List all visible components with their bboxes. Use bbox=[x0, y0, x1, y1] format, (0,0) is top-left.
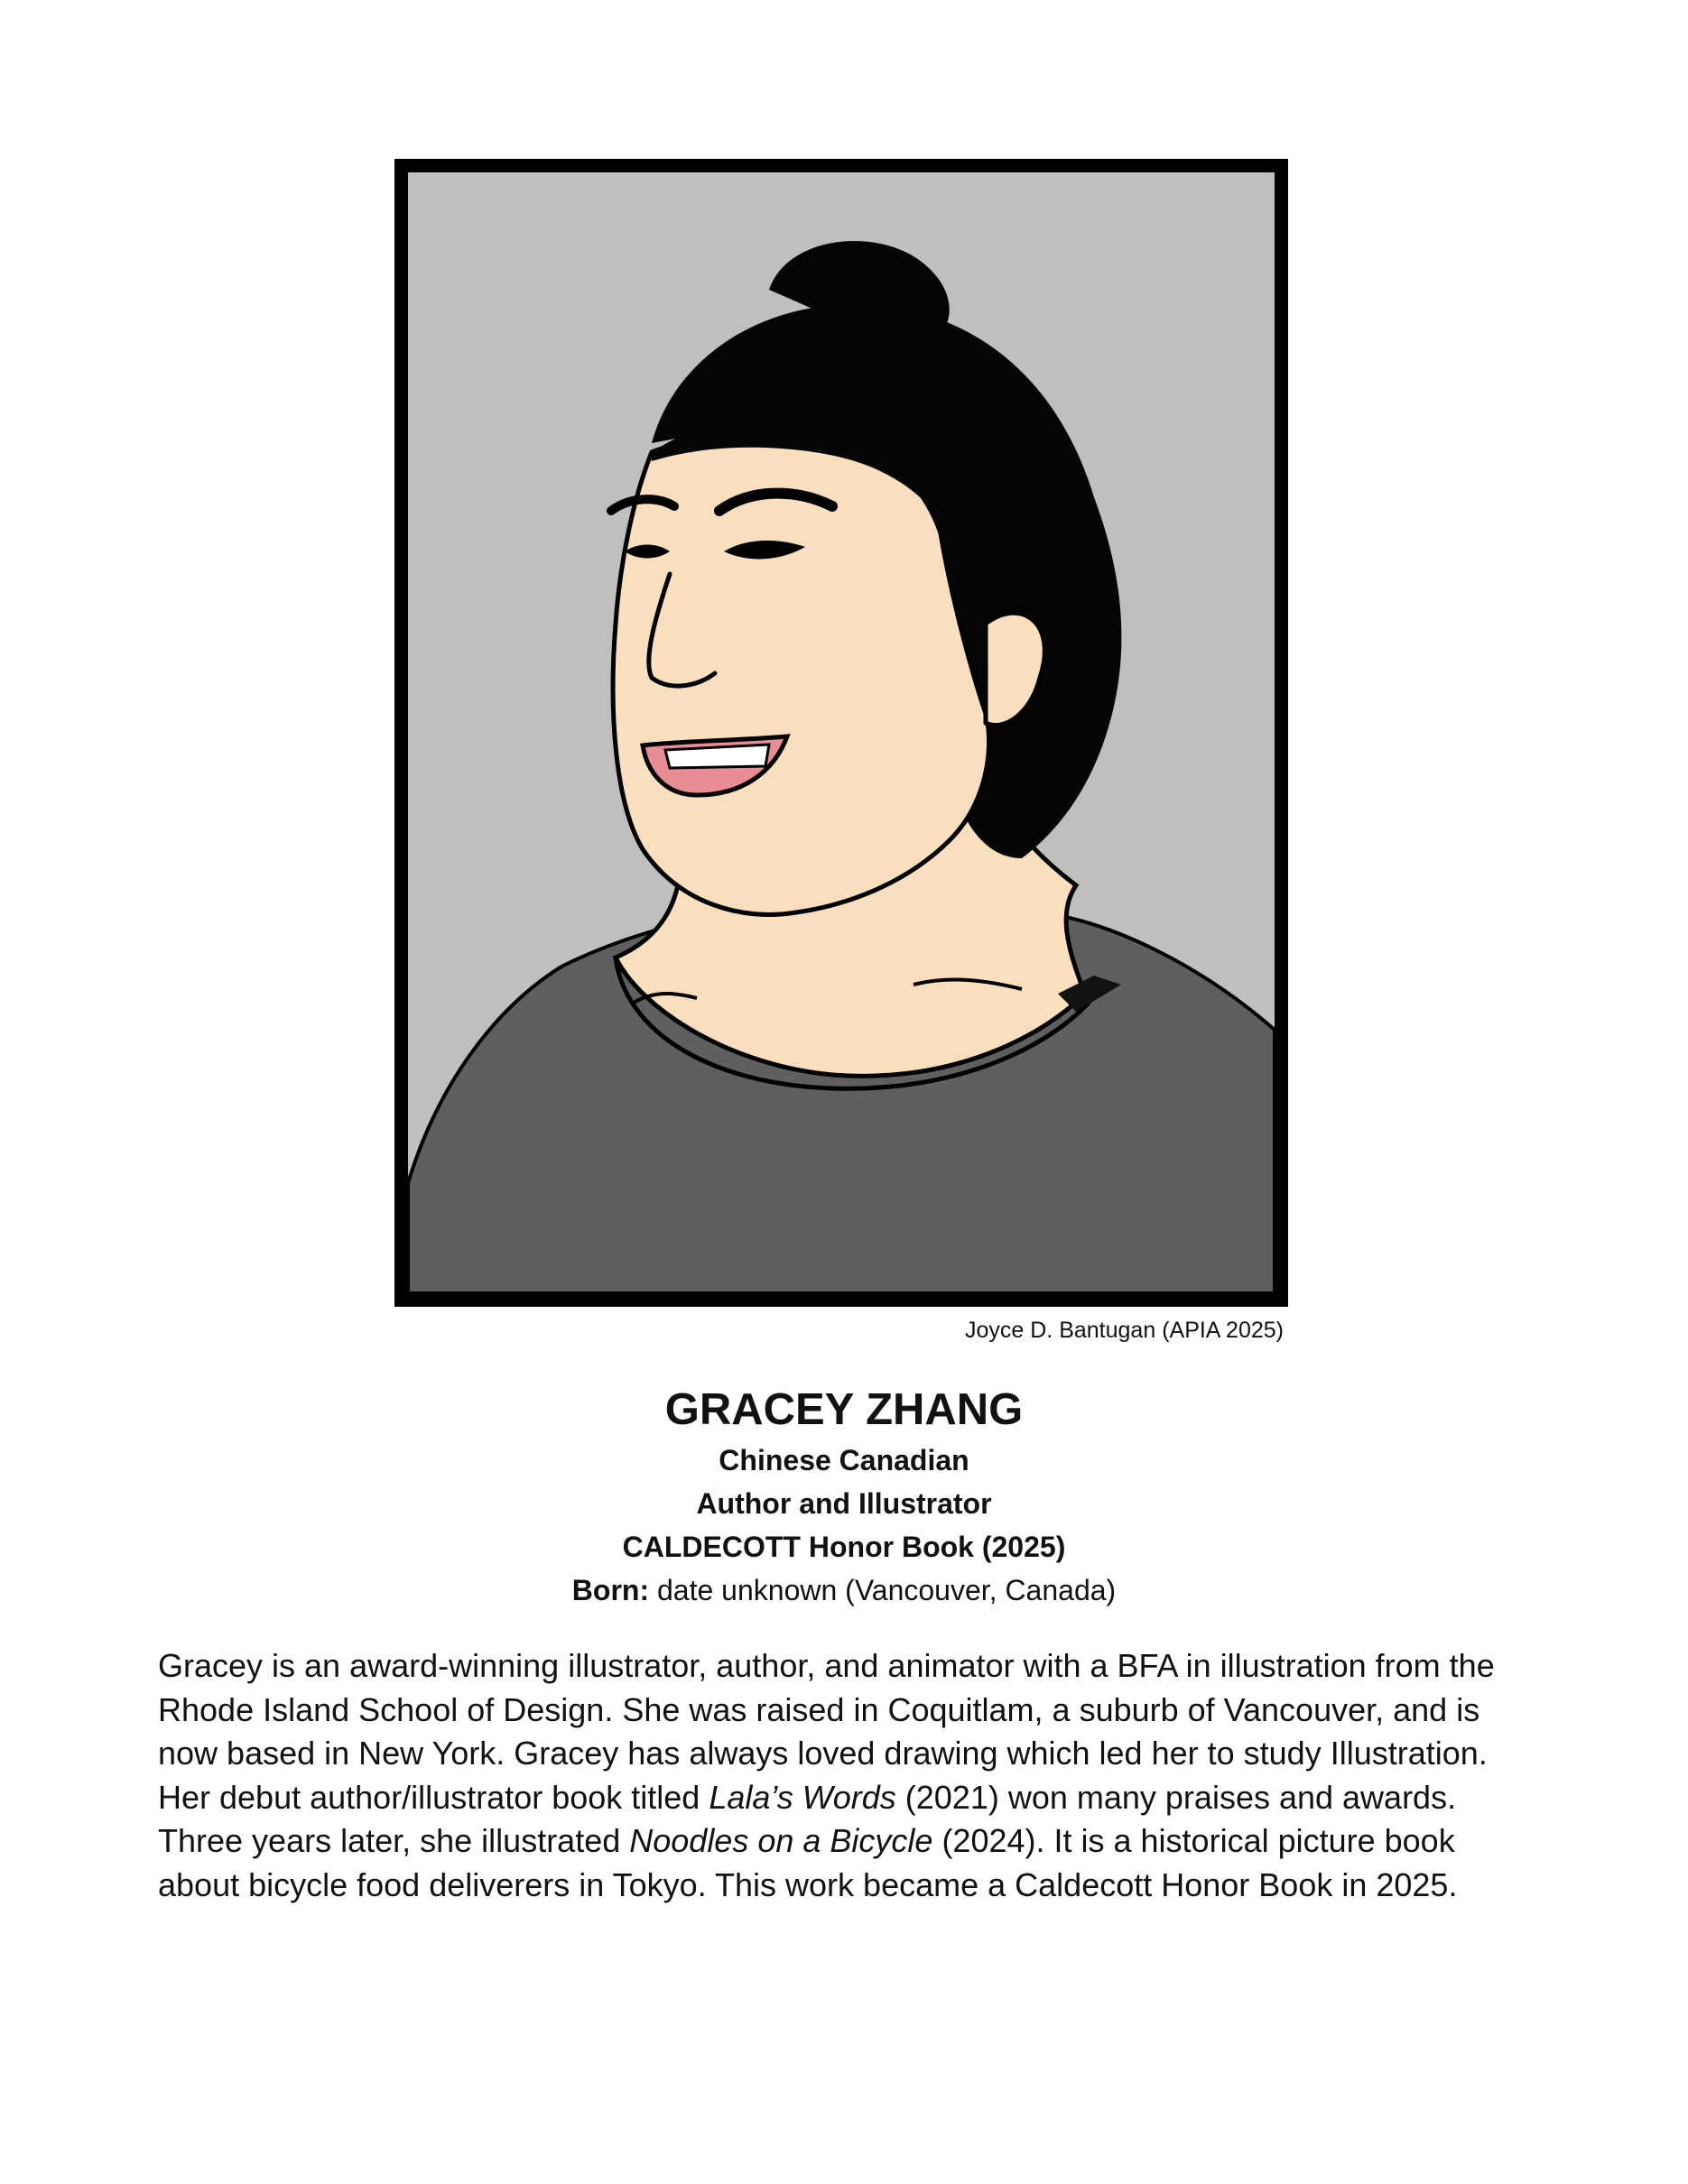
book-title-lalas-words: Lala’s Words bbox=[709, 1778, 896, 1816]
bio-part-2: (2021) won many praises and awards. Three years later, she illustrated bbox=[158, 1778, 1457, 1859]
born-label: Born: bbox=[571, 1574, 650, 1606]
portrait-frame bbox=[394, 159, 1288, 1307]
portrait-drawing bbox=[408, 172, 1275, 1293]
bio-part-3: (2024). It is a historical picture book about bicycle food deliverers in Tokyo. This work became a Caldecott Honor Book in 2025. bbox=[158, 1822, 1458, 1903]
born-value: date unknown (Vancouver, Canada) bbox=[649, 1574, 1117, 1606]
bio-part-1: Gracey is an award-winning illustrator, author, and animator with a BFA in illustration from the Rhode Island School of Design. She was raised in Coquitlam, a suburb of Vancouver, and is now based in New York. Gracey has always loved drawing which led her to study Illustration. Her debut author/illustrator book titled bbox=[158, 1647, 1495, 1816]
teeth bbox=[665, 745, 769, 768]
illustration-credit: Joyce D. Bantugan (APIA 2025) bbox=[965, 1318, 1284, 1343]
person-heritage: Chinese Canadian bbox=[719, 1444, 969, 1476]
person-info bbox=[0, 1381, 1688, 1612]
person-born bbox=[0, 1569, 1688, 1612]
person-role: Author and Illustrator bbox=[696, 1487, 992, 1520]
book-title-noodles-on-a-bicycle: Noodles on a Bicycle bbox=[629, 1822, 933, 1859]
person-award: CALDECOTT Honor Book (2025) bbox=[622, 1531, 1066, 1563]
person-name: GRACEY ZHANG bbox=[664, 1385, 1024, 1434]
biography bbox=[158, 1644, 1539, 1907]
